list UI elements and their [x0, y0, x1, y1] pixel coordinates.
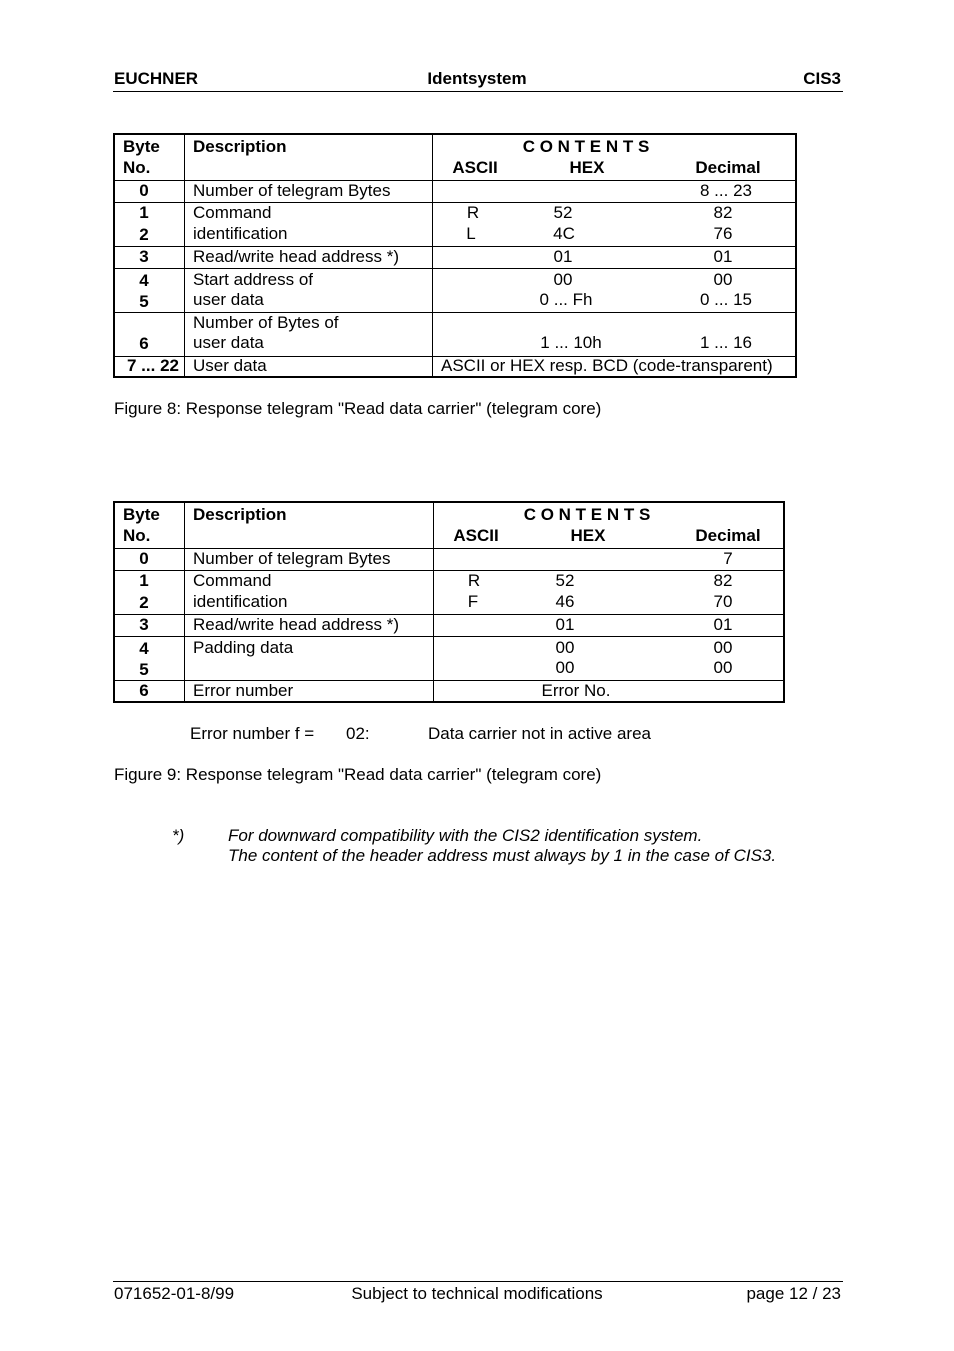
byte-no: 0 [139, 181, 149, 200]
footnote-line: The content of the header address must always by 1 in the case of CIS3. [228, 846, 777, 865]
error-number-code: 02: [346, 724, 370, 743]
error-number-label: Error number f = [190, 724, 315, 743]
hex-value: 0 ... Fh [539, 290, 593, 309]
figure-caption: Figure 9: Response telegram "Read data carrier" (telegram core) [114, 765, 602, 784]
table-row [115, 202, 795, 247]
footnote-mark: *) [172, 826, 185, 845]
byte-no: 3 [139, 247, 149, 266]
decimal-value: 00 [713, 270, 733, 289]
row-description: Start address of [193, 270, 314, 289]
byte-no: 2 [139, 593, 149, 612]
header-company: EUCHNER [114, 69, 199, 88]
header-no: No. [123, 526, 151, 545]
hex-value: 46 [555, 592, 575, 611]
row-description: user data [193, 290, 264, 309]
row-description: Padding data [193, 638, 294, 657]
row-description: identification [193, 224, 288, 243]
contents-value: Error No. [541, 681, 611, 700]
byte-no: 1 [139, 203, 149, 222]
ascii-value: L [466, 224, 476, 243]
hex-value: 01 [555, 615, 575, 634]
table-row [115, 570, 783, 615]
contents-value: ASCII or HEX resp. BCD (code-transparent) [441, 356, 773, 375]
table-read-data-error-response [113, 501, 785, 703]
footer-rule [113, 1281, 843, 1282]
decimal-value: 82 [713, 203, 733, 222]
table-header-row [115, 503, 783, 549]
decimal-value: 70 [713, 592, 733, 611]
ascii-value: F [467, 592, 479, 611]
row-description: Command [193, 571, 272, 590]
decimal-value: 8 ... 23 [700, 181, 752, 200]
byte-no: 1 [139, 571, 149, 590]
byte-no: 6 [139, 681, 149, 700]
row-description: identification [193, 592, 288, 611]
table-row [115, 246, 795, 269]
decimal-value: 01 [713, 247, 733, 266]
table-row [115, 268, 795, 313]
hex-value: 01 [553, 247, 573, 266]
table-row [115, 548, 783, 571]
row-description: Error number [193, 681, 294, 700]
row-description: Number of telegram Bytes [193, 549, 391, 568]
decimal-value: 00 [713, 658, 733, 677]
header-rule [113, 91, 843, 92]
header-description: Description [193, 137, 287, 156]
byte-no: 5 [139, 292, 149, 311]
header-ascii: ASCII [452, 158, 498, 177]
header-title: Identsystem [427, 69, 527, 88]
table-row [115, 636, 783, 681]
row-description: Number of telegram Bytes [193, 181, 391, 200]
table-read-data-response [113, 133, 797, 378]
decimal-value: 76 [713, 224, 733, 243]
row-description: Number of Bytes of [193, 313, 339, 332]
header-hex: HEX [569, 158, 605, 177]
header-no: No. [123, 158, 151, 177]
row-description: Read/write head address *) [193, 615, 400, 634]
footer-page-number: page 12 / 23 [746, 1284, 841, 1303]
header-contents: C O N T E N T S [522, 137, 650, 156]
hex-value: 4C [553, 224, 575, 243]
row-description: user data [193, 333, 264, 352]
byte-no: 4 [139, 639, 149, 658]
table-row [115, 614, 783, 637]
header-description: Description [193, 505, 287, 524]
error-number-meaning: Data carrier not in active area [428, 724, 651, 743]
byte-no: 5 [139, 660, 149, 679]
decimal-value: 7 [723, 549, 733, 568]
table-header-row [115, 135, 795, 181]
table-row [115, 180, 795, 203]
ascii-value: R [466, 203, 480, 222]
hex-value: 1 ... 10h [540, 333, 602, 352]
table-row [115, 356, 795, 378]
ascii-value: R [467, 571, 481, 590]
byte-no: 4 [139, 271, 149, 290]
decimal-value: 01 [713, 615, 733, 634]
byte-no: 3 [139, 615, 149, 634]
byte-no: 2 [139, 225, 149, 244]
figure-caption: Figure 8: Response telegram "Read data carrier" (telegram core) [114, 399, 602, 418]
header-product: CIS3 [803, 69, 841, 88]
hex-value: 00 [553, 270, 573, 289]
footnote-line: For downward compatibility with the CIS2 identification system. [228, 826, 703, 845]
byte-no: 6 [139, 334, 149, 353]
header-byte: Byte [123, 137, 160, 156]
decimal-value: 82 [713, 571, 733, 590]
decimal-value: 0 ... 15 [700, 290, 752, 309]
footer-note: Subject to technical modifications [351, 1284, 603, 1303]
row-description: Command [193, 203, 272, 222]
hex-value: 00 [555, 658, 575, 677]
hex-value: 52 [553, 203, 573, 222]
header-decimal: Decimal [695, 158, 761, 177]
table-row [115, 312, 795, 357]
header-hex: HEX [570, 526, 606, 545]
table-row [115, 680, 783, 702]
header-contents: C O N T E N T S [523, 505, 651, 524]
byte-no: 0 [139, 549, 149, 568]
row-description: User data [193, 356, 267, 375]
decimal-value: 00 [713, 638, 733, 657]
decimal-value: 1 ... 16 [700, 333, 752, 352]
row-description: Read/write head address *) [193, 247, 400, 266]
header-byte: Byte [123, 505, 160, 524]
header-ascii: ASCII [453, 526, 499, 545]
header-decimal: Decimal [695, 526, 761, 545]
hex-value: 00 [555, 638, 575, 657]
byte-no: 7 ... 22 [127, 356, 179, 375]
footer-doc-number: 071652-01-8/99 [114, 1284, 235, 1303]
hex-value: 52 [555, 571, 575, 590]
